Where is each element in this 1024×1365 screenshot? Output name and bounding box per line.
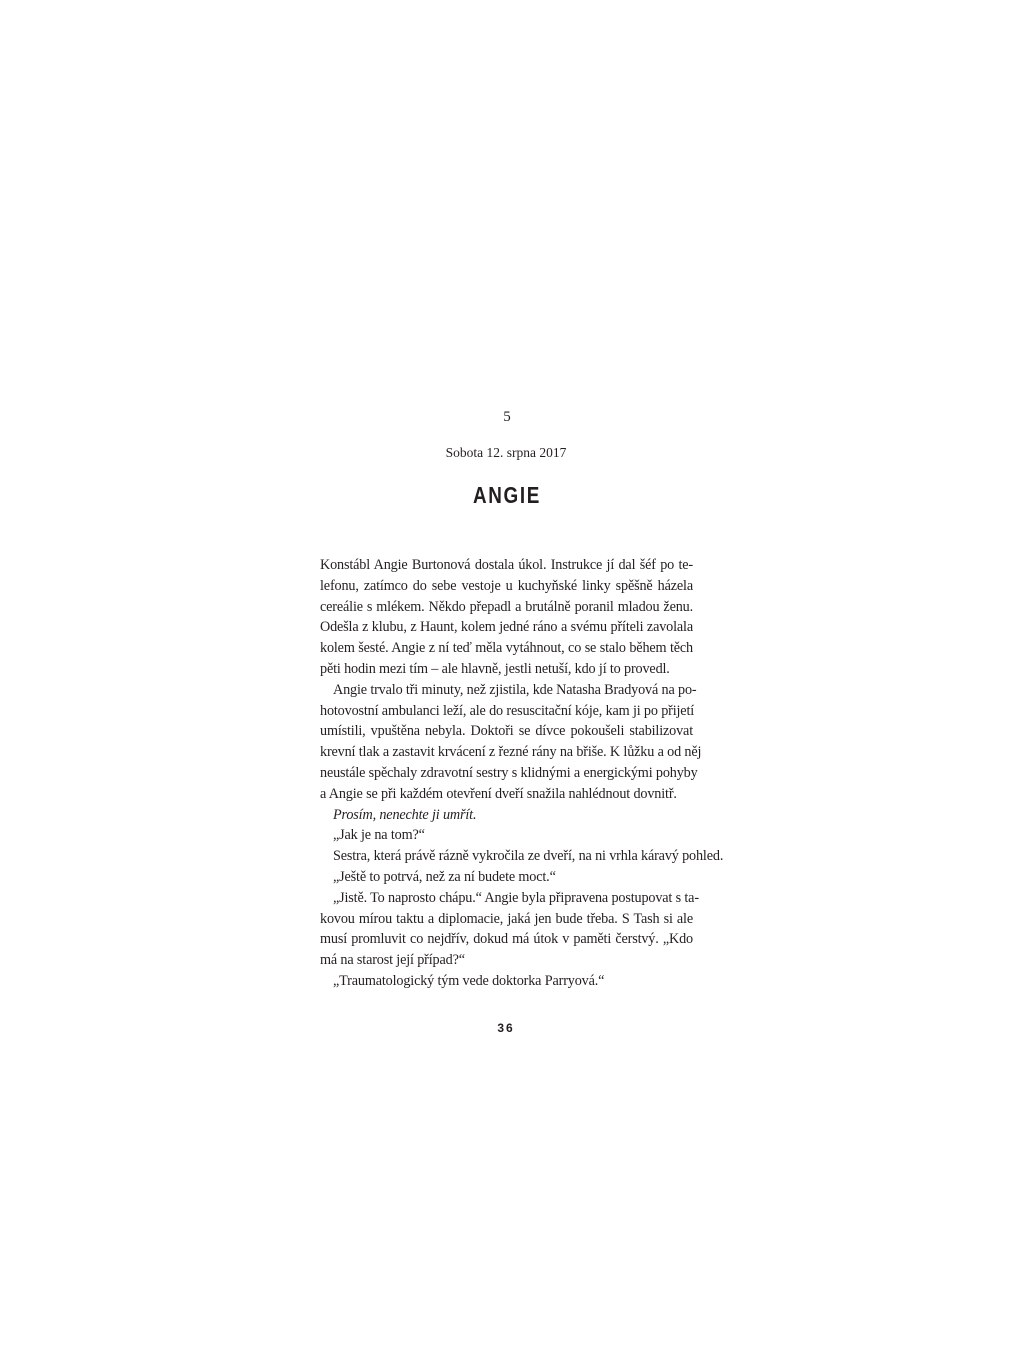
chapter-number: 5	[503, 409, 511, 425]
dialogue-line: „Traumatologický tým vede doktorka Parryová.“	[333, 972, 605, 989]
dialogue-line: „Jistě. To naprosto chápu.“ Angie byla připravena postupovat s ta-	[333, 889, 699, 906]
page-number: 36	[497, 1021, 515, 1035]
text-line: kovou mírou taktu a diplomacie, jaká jen bude třeba. S Tash si ale	[320, 910, 693, 927]
text-line: hotovostní ambulanci leží, ale do resuscitační kóje, kam ji po přijetí	[320, 702, 695, 719]
text-line: musí promluvit co nejdřív, dokud má útok v paměti čerstvý. „Kdo	[320, 931, 693, 948]
italic-line: Prosím, nenechte ji umřít.	[333, 806, 477, 823]
text-line: krevní tlak a zastavit krvácení z řezné rány na břiše. K lůžku a od něj	[320, 744, 702, 761]
dialogue-line: „Ještě to potrvá, než za ní budete moct.“	[333, 868, 556, 885]
text-line: umístili, vpuštěna nebyla. Doktoři se dívce pokoušeli stabilizovat	[320, 723, 693, 740]
dialogue-line: „Jak je na tom?“	[333, 827, 425, 844]
text-line: cereálie s mlékem. Někdo přepadl a brutálně poranil mladou ženu.	[320, 598, 693, 615]
text-line: Konstábl Angie Burtonová dostala úkol. Instrukce jí dal šéf po te-	[320, 557, 693, 573]
text-line: kolem šesté. Angie z ní teď měla vytáhnout, co se stalo během těch	[320, 640, 693, 657]
text-line: a Angie se při každém otevření dveří snažila nahlédnout dovnitř.	[320, 785, 677, 802]
text-line: má na starost její případ?“	[320, 952, 465, 969]
text-line: Angie trvalo tři minuty, než zjistila, kde Natasha Bradyová na po-	[333, 681, 697, 698]
text-line: neustále spěchaly zdravotní sestry s klidnými a energickými pohyby	[320, 764, 698, 781]
text-line: Sestra, která právě rázně vykročila ze dveří, na ni vrhla káravý pohled.	[333, 848, 724, 865]
chapter-date: Sobota 12. srpna 2017	[445, 445, 567, 460]
text-line: lefonu, zatímco do sebe vestoje u kuchyňské linky spěšně házela	[320, 577, 693, 594]
text-line: Odešla z klubu, z Haunt, kolem jedné ráno a svému příteli zavolala	[320, 619, 693, 636]
text-line: pěti hodin mezi tím – ale hlavně, jestli netuší, kdo jí to provedl.	[320, 660, 670, 677]
chapter-title: ANGIE	[473, 482, 541, 508]
body-text	[320, 555, 724, 992]
